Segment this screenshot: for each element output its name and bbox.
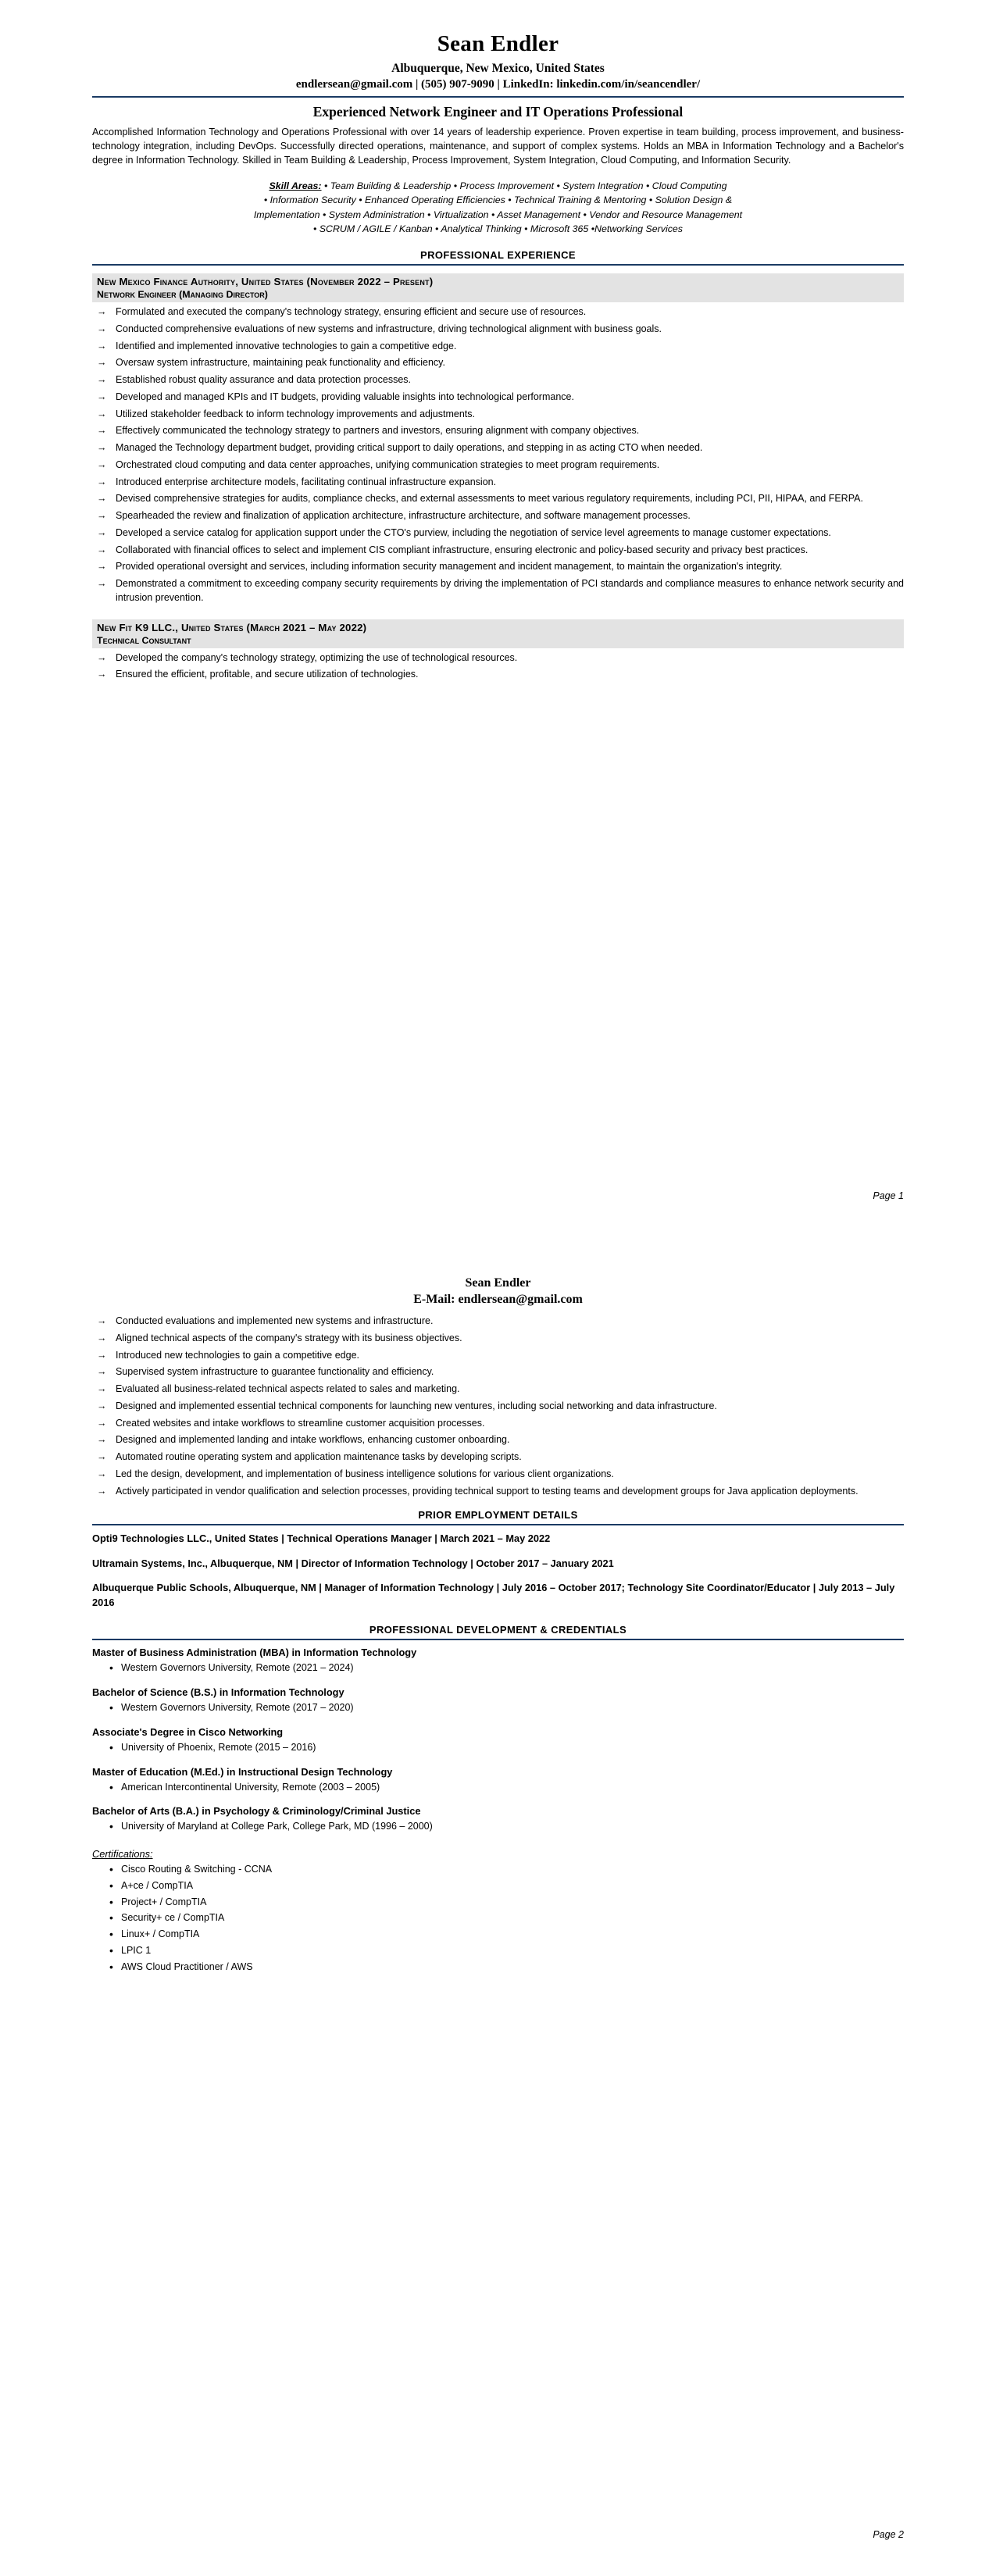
arrow-icon: → <box>97 323 107 334</box>
bullet-text: Managed the Technology department budget, providing critical support to daily operations, and stepping in as acting CTO when needed. <box>116 442 703 454</box>
arrow-icon: → <box>97 1417 107 1429</box>
page-number: Page 2 <box>873 2529 904 2540</box>
list-item <box>92 1349 904 1363</box>
bullet-text: Conducted comprehensive evaluations of new systems and infrastructure, driving technological alignment with business goals. <box>116 323 662 334</box>
section-heading-professional-development: PROFESSIONAL DEVELOPMENT & CREDENTIALS <box>369 1624 627 1636</box>
arrow-icon: → <box>97 526 107 538</box>
bullet-text: Orchestrated cloud computing and data center approaches, unifying communication strategies to meet program requirements. <box>116 458 660 470</box>
education-degree: Bachelor of Arts (B.A.) in Psychology & Criminology/Criminal Justice <box>92 1805 421 1818</box>
list-item <box>92 492 904 506</box>
bullet-text: Demonstrated a commitment to exceeding company security requirements by driving the implementation of PCI standards and compliance measures to enhance network security and intrusion prevention. <box>116 578 904 603</box>
education-school-list <box>92 1780 904 1795</box>
certifications-list <box>92 1862 904 1974</box>
list-item <box>92 509 904 523</box>
continued-bullet-list <box>92 1315 904 1498</box>
professional-headline: Experienced Network Engineer and IT Operations Professional <box>312 104 684 120</box>
candidate-name: Sean Endler <box>437 31 559 56</box>
bullet-dot-icon: • <box>109 1895 113 1908</box>
list-item <box>92 1468 904 1482</box>
certifications-label: Certifications: <box>92 1848 153 1861</box>
bullet-text: Provided operational oversight and services, including information security management and incident management, to maintain the organization's integrity. <box>116 561 783 573</box>
job-company-band <box>92 273 904 288</box>
bullet-text: Formulated and executed the company's technology strategy, ensuring efficient and secure use of resources. <box>116 306 587 318</box>
arrow-icon: → <box>97 561 107 573</box>
list-item <box>92 1960 904 1975</box>
arrow-icon: → <box>97 425 107 437</box>
education-school-list <box>92 1700 904 1715</box>
list-item <box>92 1700 904 1715</box>
arrow-icon: → <box>97 493 107 505</box>
arrow-icon: → <box>97 669 107 680</box>
bullet-text: Developed the company's technology strategy, optimizing the use of technological resources. <box>116 651 518 663</box>
arrow-icon: → <box>97 578 107 590</box>
bullet-text: Designed and implemented essential technical components for launching new ventures, including social networking and data infrastructure. <box>116 1400 717 1411</box>
education-degree: Master of Education (M.Ed.) in Instructional Design Technology <box>92 1765 393 1778</box>
education-school: University of Phoenix, Remote (2015 – 2016) <box>121 1741 316 1753</box>
skill-areas <box>92 179 904 237</box>
arrow-icon: → <box>97 357 107 369</box>
bullet-dot-icon: • <box>109 1943 113 1957</box>
arrow-icon: → <box>97 510 107 522</box>
list-item <box>92 1365 904 1379</box>
list-item <box>92 458 904 473</box>
section-divider-professional-development <box>92 1639 904 1640</box>
certification-name: Cisco Routing & Switching - CCNA <box>121 1864 273 1875</box>
prior-employment-entry: Albuquerque Public Schools, Albuquerque, NM | Manager of Information Technology | July 2016 – October 2017; Technology Site Coordinator/Educator | July 2013 – July 2016 <box>92 1582 895 1608</box>
job-company-name: New Mexico Finance Authority, United States (November 2022 – Present) <box>97 276 434 288</box>
list-item <box>92 408 904 422</box>
list-item <box>92 1740 904 1755</box>
arrow-icon: → <box>97 306 107 318</box>
list-item <box>92 476 904 490</box>
arrow-icon: → <box>97 1485 107 1497</box>
education-school-list <box>92 1740 904 1755</box>
list-item <box>92 1332 904 1346</box>
bullet-dot-icon: • <box>109 1960 113 1973</box>
page2-candidate-name: Sean Endler <box>465 1276 531 1290</box>
prior-employment-entry: Ultramain Systems, Inc., Albuquerque, NM | Director of Information Technology | October 2017 – January 2021 <box>92 1557 614 1569</box>
job-title-band <box>92 288 904 302</box>
list-item <box>92 560 904 574</box>
job-title: Network Engineer (Managing Director) <box>97 289 268 301</box>
list-item <box>92 526 904 541</box>
bullet-text: Automated routine operating system and application maintenance tasks by developing scripts. <box>116 1451 522 1462</box>
resume-page-1 <box>0 0 996 1226</box>
bullet-dot-icon: • <box>109 1911 113 1925</box>
skill-areas-line-2: • Information Security • Enhanced Operating Efficiencies • Technical Training & Mentoring • Solution Design & <box>263 194 733 206</box>
job-company-name: New Fit K9 LLC., United States (March 2021 – May 2022) <box>97 621 367 633</box>
education-school: Western Governors University, Remote (2017 – 2020) <box>121 1702 354 1714</box>
bullet-text: Developed a service catalog for application support under the CTO's purview, including the negotiation of service level agreements to manage customer expectations. <box>116 526 831 538</box>
bullet-text: Designed and implemented landing and intake workflows, enhancing customer onboarding. <box>116 1434 510 1446</box>
professional-summary: Accomplished Information Technology and Operations Professional with over 14 years of leadership experience. Proven expertise in team building, process improvement, and business-technology integration, including DevOps. Successfully directed operations, maintenance, and support of complex systems. Holds an MBA in Information Technology and a Bachelor's degree in Information Technology. Skilled in Team Building & Leadership, Process Improvement, System Integration, Cloud Computing, and Information Security. <box>92 127 904 166</box>
list-item <box>92 340 904 354</box>
skill-areas-line-4: • SCRUM / AGILE / Kanban • Analytical Thinking • Microsoft 365 •Networking Services <box>312 223 683 235</box>
bullet-dot-icon: • <box>109 1878 113 1892</box>
list-item <box>92 373 904 387</box>
bullet-text: Introduced new technologies to gain a competitive edge. <box>116 1349 360 1361</box>
education-school: American Intercontinental University, Remote (2003 – 2005) <box>121 1781 380 1793</box>
bullet-text: Devised comprehensive strategies for audits, compliance checks, and external assessments to meet various regulatory requirements, including PCI, PII, HIPAA, and FERPA. <box>116 493 863 505</box>
bullet-text: Effectively communicated the technology strategy to partners and investors, ensuring alignment with company objectives. <box>116 425 640 437</box>
prior-employment-entry: Opti9 Technologies LLC., United States | Technical Operations Manager | March 2021 – May 2022 <box>92 1532 551 1545</box>
bullet-dot-icon: • <box>109 1820 113 1833</box>
list-item <box>92 305 904 319</box>
education-degree: Master of Business Administration (MBA) in Information Technology <box>92 1647 417 1659</box>
arrow-icon: → <box>97 1383 107 1394</box>
arrow-icon: → <box>97 476 107 487</box>
education-degree: Associate's Degree in Cisco Networking <box>92 1725 284 1738</box>
candidate-location: Albuquerque, New Mexico, United States <box>391 62 605 75</box>
arrow-icon: → <box>97 1468 107 1479</box>
arrow-icon: → <box>97 340 107 351</box>
list-item <box>92 1417 904 1431</box>
list-item <box>92 424 904 438</box>
bullet-text: Introduced enterprise architecture models, facilitating continual infrastructure expansion. <box>116 476 497 487</box>
list-item <box>92 1661 904 1675</box>
bullet-text: Aligned technical aspects of the company's strategy with its business objectives. <box>116 1332 462 1343</box>
certification-name: A+ce / CompTIA <box>121 1879 194 1891</box>
bullet-text: Collaborated with financial offices to select and implement CIS compliant infrastructure, ensuring electronic and policy-based security and privacy best practices. <box>116 544 809 555</box>
arrow-icon: → <box>97 1451 107 1462</box>
skill-areas-line-1: • Team Building & Leadership • Process Improvement • System Integration • Cloud Computing <box>321 180 727 191</box>
arrow-icon: → <box>97 1332 107 1343</box>
job-title: Technical Consultant <box>97 634 191 646</box>
certification-name: Project+ / CompTIA <box>121 1896 207 1907</box>
section-heading-prior-employment: PRIOR EMPLOYMENT DETAILS <box>418 1509 578 1522</box>
arrow-icon: → <box>97 1366 107 1378</box>
section-divider-experience <box>92 264 904 266</box>
page-number: Page 1 <box>873 1190 904 1201</box>
list-item <box>92 1383 904 1397</box>
list-item <box>92 1780 904 1795</box>
arrow-icon: → <box>97 408 107 419</box>
bullet-text: Actively participated in vendor qualification and selection processes, providing technical support to testing teams and development groups for Java application deployments. <box>116 1485 859 1497</box>
arrow-icon: → <box>97 544 107 555</box>
job-title-band <box>92 634 904 648</box>
list-item <box>92 1878 904 1893</box>
bullet-text: Identified and implemented innovative technologies to gain a competitive edge. <box>116 340 457 351</box>
job-bullet-list <box>92 651 904 683</box>
bullet-text: Created websites and intake workflows to streamline customer acquisition processes. <box>116 1417 485 1429</box>
skill-areas-label: Skill Areas: <box>269 180 322 191</box>
list-item <box>92 1485 904 1499</box>
section-heading-professional-experience: PROFESSIONAL EXPERIENCE <box>420 249 576 262</box>
skill-areas-line-3: Implementation • System Administration • Virtualization • Asset Management • Vendor and Resource Management <box>253 209 743 220</box>
list-item <box>92 1450 904 1465</box>
list-item <box>92 1433 904 1447</box>
bullet-text: Conducted evaluations and implemented new systems and infrastructure. <box>116 1315 434 1326</box>
page2-candidate-email: E-Mail: endlersean@gmail.com <box>413 1293 583 1306</box>
education-school-list <box>92 1819 904 1834</box>
bullet-text: Ensured the efficient, profitable, and secure utilization of technologies. <box>116 669 419 680</box>
bullet-text: Utilized stakeholder feedback to inform technology improvements and adjustments. <box>116 408 475 419</box>
resume-page-2 <box>0 1226 996 2576</box>
bullet-text: Established robust quality assurance and data protection processes. <box>116 374 412 386</box>
arrow-icon: → <box>97 651 107 663</box>
education-degree: Bachelor of Science (B.S.) in Information Technology <box>92 1686 344 1699</box>
list-item <box>92 544 904 558</box>
list-item <box>92 323 904 337</box>
bullet-dot-icon: • <box>109 1740 113 1754</box>
education-school: University of Maryland at College Park, College Park, MD (1996 – 2000) <box>121 1821 433 1832</box>
list-item <box>92 1400 904 1414</box>
job-company-band <box>92 619 904 634</box>
education-school: Western Governors University, Remote (2021 – 2024) <box>121 1662 354 1674</box>
candidate-contact: endlersean@gmail.com | (505) 907-9090 | LinkedIn: linkedin.com/in/seancendler/ <box>295 78 701 91</box>
arrow-icon: → <box>97 1434 107 1446</box>
bullet-dot-icon: • <box>109 1661 113 1675</box>
list-item <box>92 1895 904 1910</box>
list-item <box>92 1943 904 1958</box>
bullet-text: Spearheaded the review and finalization of application architecture, infrastructure architecture, and software management processes. <box>116 510 691 522</box>
education-school-list <box>92 1661 904 1675</box>
arrow-icon: → <box>97 442 107 454</box>
list-item <box>92 668 904 682</box>
list-item <box>92 441 904 455</box>
job-bullet-list <box>92 305 904 605</box>
bullet-dot-icon: • <box>109 1701 113 1714</box>
list-item <box>92 577 904 605</box>
certification-name: Security+ ce / CompTIA <box>121 1912 225 1924</box>
list-item <box>92 651 904 665</box>
list-item <box>92 1862 904 1877</box>
arrow-icon: → <box>97 374 107 386</box>
arrow-icon: → <box>97 458 107 470</box>
certification-name: Linux+ / CompTIA <box>121 1928 200 1940</box>
list-item <box>92 356 904 370</box>
header-divider <box>92 96 904 98</box>
arrow-icon: → <box>97 391 107 402</box>
bullet-dot-icon: • <box>109 1863 113 1876</box>
arrow-icon: → <box>97 1315 107 1326</box>
bullet-text: Developed and managed KPIs and IT budgets, providing valuable insights into technological performance. <box>116 391 574 402</box>
section-divider-prior-employment <box>92 1524 904 1525</box>
list-item <box>92 391 904 405</box>
bullet-text: Supervised system infrastructure to guarantee functionality and efficiency. <box>116 1366 434 1378</box>
bullet-dot-icon: • <box>109 1780 113 1793</box>
certification-name: LPIC 1 <box>121 1944 152 1956</box>
list-item <box>92 1819 904 1834</box>
bullet-dot-icon: • <box>109 1928 113 1941</box>
bullet-text: Oversaw system infrastructure, maintaining peak functionality and efficiency. <box>116 357 445 369</box>
list-item <box>92 1927 904 1942</box>
bullet-text: Led the design, development, and implementation of business intelligence solutions for various client organizations. <box>116 1468 614 1479</box>
list-item <box>92 1315 904 1329</box>
arrow-icon: → <box>97 1349 107 1361</box>
bullet-text: Evaluated all business-related technical aspects related to sales and marketing. <box>116 1383 460 1394</box>
certification-name: AWS Cloud Practitioner / AWS <box>121 1961 253 1972</box>
list-item <box>92 1911 904 1925</box>
arrow-icon: → <box>97 1400 107 1411</box>
